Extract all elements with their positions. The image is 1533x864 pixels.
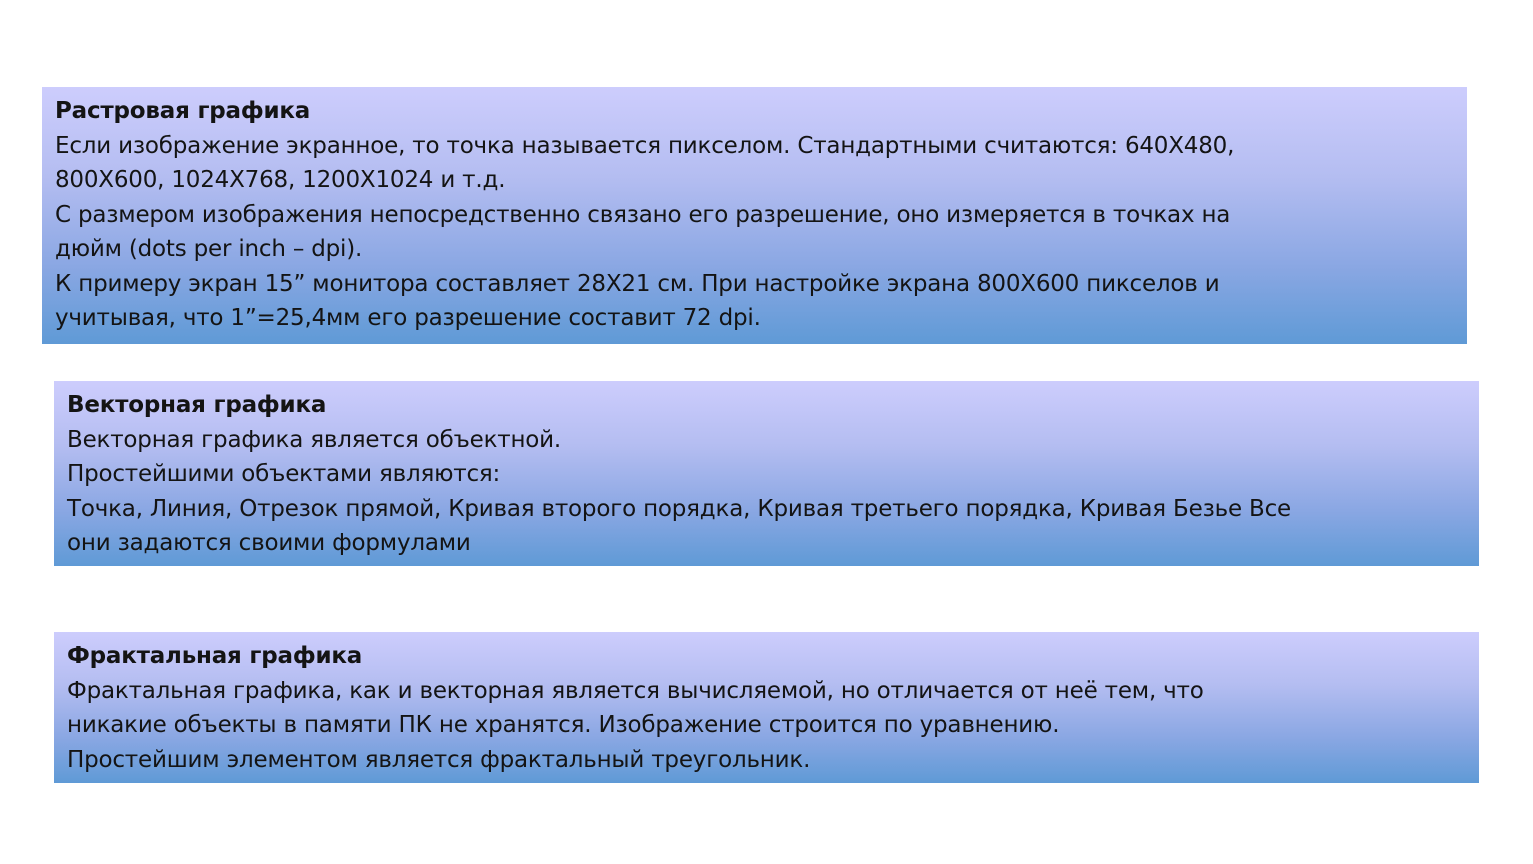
text-line: С размером изображения непосредственно связано его разрешение, оно измеряется в точках на — [55, 201, 1231, 228]
raster-graphics-section — [42, 87, 1467, 344]
text-line: К примеру экран 15” монитора составляет 28X21 см. При настройке экрана 800X600 пикселов и — [55, 270, 1220, 297]
text-line: никакие объекты в памяти ПК не хранятся. Изображение строится по уравнению. — [67, 712, 1060, 738]
section-title: Растровая графика — [55, 98, 311, 124]
section-title: Векторная графика — [67, 392, 327, 418]
fractal-graphics-section — [54, 632, 1479, 783]
text-line: Точка, Линия, Отрезок прямой, Кривая второго порядка, Кривая третьего порядка, Кривая Безье Все — [67, 495, 1291, 522]
text-line: дюйм (dots per inch – dpi). — [55, 236, 363, 262]
text-line: Векторная графика является объектной. — [67, 426, 562, 453]
vector-graphics-section — [54, 381, 1479, 566]
text-line: они задаются своими формулами — [67, 530, 471, 556]
text-line: Простейшими объектами являются: — [67, 461, 501, 487]
text-line: 800X600, 1024X768, 1200X1024 и т.д. — [55, 167, 506, 193]
text-line: Простейшим элементом является фрактальный треугольник. — [67, 746, 811, 773]
section-title: Фрактальная графика — [67, 643, 363, 669]
text-line: учитывая, что 1”=25,4мм его разрешение составит 72 dpi. — [55, 305, 761, 331]
text-line: Если изображение экранное, то точка называется пикселом. Стандартными считаются: 640X480, — [55, 132, 1235, 159]
text-line: Фрактальная графика, как и векторная является вычисляемой, но отличается от неё тем, что — [67, 677, 1204, 704]
